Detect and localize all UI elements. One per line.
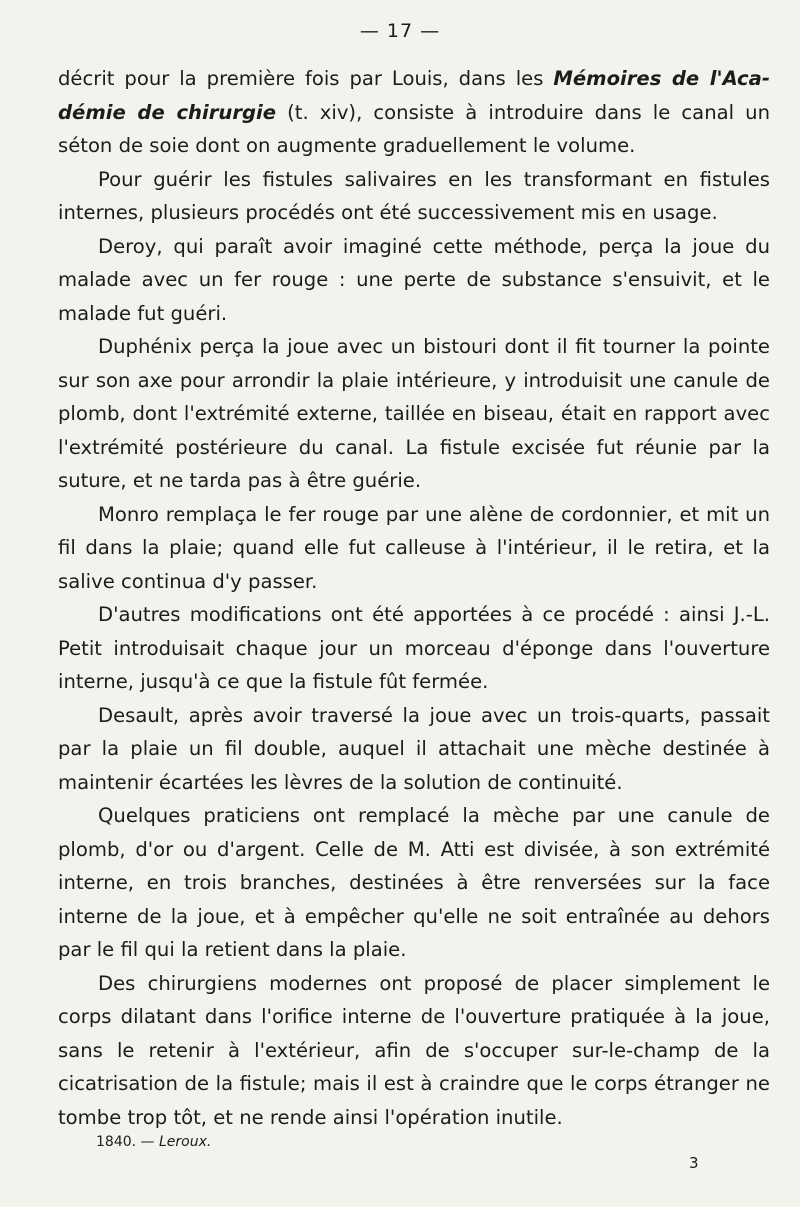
text-run: (t. xiv), consiste à introduire dans le canal un séton de soie dont on augmente graduellement le volume.: [58, 100, 770, 157]
paragraph-0: [58, 62, 770, 163]
printer-name: Leroux.: [158, 1134, 212, 1150]
paragraph-7: Quelques praticiens ont remplacé la mèche par une canule de plomb, d'or ou d'argent. Celle de M. Atti est divisée, à son extrémité interne, en trois branches, destinées à être renversées sur la face interne de la joue, et à empêcher qu'elle ne soit entraînée au dehors par le fil qui la retient dans la plaie.: [58, 804, 770, 961]
signature-mark: 3: [689, 1154, 699, 1172]
paragraph-3: Duphénix perça la joue avec un bistouri dont il fit tourner la pointe sur son axe pour arrondir la plaie intérieure, y introduisit une canule de plomb, dont l'extrémité externe, taillée en biseau, était en rapport avec l'extrémité postérieure du canal. La fistule excisée fut réunie par la suture, et ne tarda pas à être guérie.: [58, 335, 770, 492]
paragraph-2: Deroy, qui paraît avoir imaginé cette méthode, perça la joue du malade avec un fer rouge : une perte de substance s'ensuivit, et le malade fut guéri.: [58, 234, 770, 325]
paragraph-6: Desault, après avoir traversé la joue avec un trois-quarts, passait par la plaie un fil double, auquel il attachait une mèche destinée à maintenir écartées les lèvres de la solution de continuité.: [58, 703, 770, 794]
paragraph-8: Des chirurgiens modernes ont proposé de placer simplement le corps dilatant dans l'orifice interne de l'ouverture pratiquée à la joue, sans le retenir à l'extérieur, afin de s'occuper sur-le-champ de la cicatrisation de la fistule; mais il est à craindre que le corps étranger ne tombe trop tôt, et ne rende ainsi l'opération inutile.: [58, 971, 770, 1129]
printer-note: [96, 1134, 211, 1150]
paragraph-5: D'autres modifications ont été apportées à ce procédé : ainsi J.-L. Petit introduisait chaque jour un morceau d'éponge dans l'ouverture interne, jusqu'à ce que la fistule fût fermée.: [58, 603, 770, 693]
text-run: décrit pour la première fois par Louis, dans les: [58, 67, 554, 90]
journal-title: Mémoires de l'Aca-démie de chirurgie: [58, 67, 770, 124]
body-text: [58, 62, 770, 1134]
paragraph-1: Pour guérir les fistules salivaires en les transformant en fistules internes, plusieurs procédés ont été successivement mis en usage.: [58, 167, 770, 224]
paragraph-4: Monro remplaça le fer rouge par une alène de cordonnier, et mit un fil dans la plaie; quand elle fut calleuse à l'intérieur, il le retira, et la salive continua d'y passer.: [58, 502, 770, 593]
print-year: 1840. —: [96, 1134, 159, 1150]
page-number: — 17 —: [359, 20, 441, 42]
